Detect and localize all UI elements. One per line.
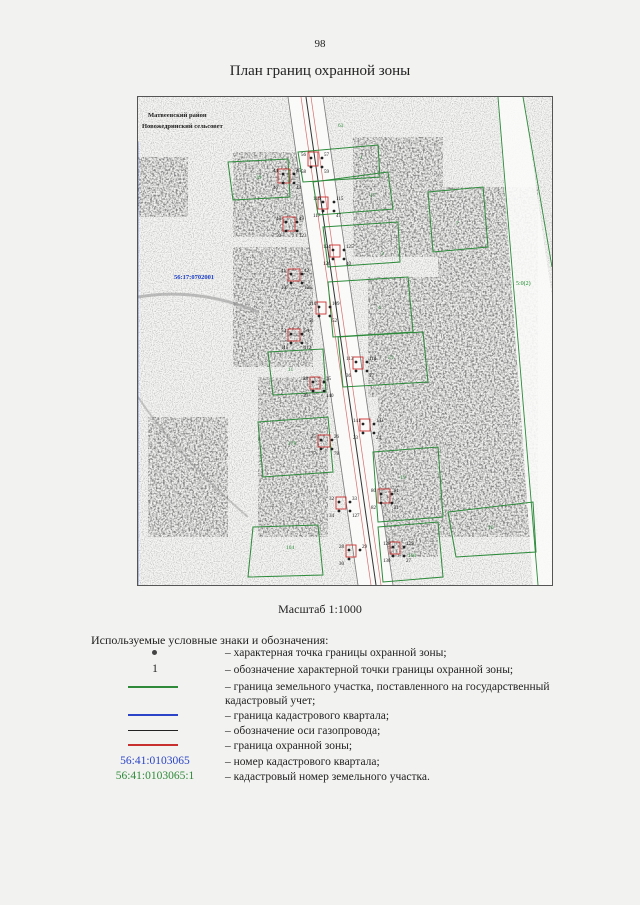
boundary-point	[343, 249, 346, 252]
point-label: 33	[352, 497, 357, 502]
legend-heading: Используемые условные знаки и обозначения:	[91, 633, 329, 647]
legend-item-text: – граница охранной зоны;	[225, 740, 353, 752]
boundary-point	[323, 381, 326, 384]
parcel-label: 39	[256, 175, 262, 181]
boundary-point	[296, 230, 299, 233]
boundary-point	[296, 221, 299, 224]
boundary-point	[392, 555, 395, 558]
map-image	[137, 96, 553, 586]
point-label: 23	[353, 436, 358, 441]
legend-symbol-number: 1	[152, 663, 158, 675]
boundary-point	[332, 258, 335, 261]
point-label: 77	[311, 452, 316, 457]
point-label: 38	[303, 377, 308, 382]
legend-item-text: – кадастровый номер земельного участка.	[225, 771, 430, 783]
parcel-label: 11	[288, 367, 294, 373]
legend-symbol-parcel-number: 56:41:0103065:1	[115, 770, 195, 782]
point-label: 48	[276, 217, 281, 222]
boundary-point	[290, 282, 293, 285]
boundary-point	[329, 315, 332, 318]
boundary-point	[322, 201, 325, 204]
point-label: 110	[309, 302, 317, 307]
point-label: 26	[334, 435, 339, 440]
parcel-label: 10	[488, 525, 494, 531]
point-label: 125	[346, 245, 354, 250]
point-label: 37	[369, 374, 374, 379]
parcel-label: 3	[381, 251, 384, 257]
point-label: 27	[406, 559, 411, 564]
boundary-point	[343, 258, 346, 261]
point-label: 31	[394, 506, 399, 511]
point-label: 56	[301, 153, 306, 158]
black-line-icon	[128, 730, 178, 731]
point-label: 129	[406, 542, 414, 547]
boundary-point	[282, 173, 285, 176]
boundary-point	[301, 273, 304, 276]
point-label: 127	[352, 514, 360, 519]
point-label: 44	[273, 169, 278, 174]
parcel-label: 1	[360, 155, 363, 161]
boundary-point	[362, 432, 365, 435]
legend-item-text: – номер кадастрового квартала;	[225, 756, 380, 768]
point-label: 115	[336, 197, 344, 202]
parcel-label: 179	[288, 441, 297, 447]
quarter-label-left: 56:17:0702001	[174, 274, 215, 281]
point-label: 81	[394, 489, 399, 494]
point-label: 54	[304, 329, 309, 334]
boundary-point	[333, 210, 336, 213]
legend-item-text: – граница кадастрового квартала;	[225, 710, 390, 722]
legend-item-text: – характерная точка границы охранной зоны;	[225, 647, 447, 659]
point-label: 46	[273, 186, 278, 191]
point-label: 108	[304, 286, 312, 291]
point-label: 117	[313, 214, 321, 219]
point-label: 29	[362, 545, 367, 550]
boundary-point	[366, 361, 369, 364]
point-label: 50	[276, 234, 281, 239]
page-title: План границ охранной зоны	[229, 63, 411, 79]
parcel-label: 17	[370, 193, 376, 199]
point-label: 123	[299, 234, 307, 239]
scale-label: Масштаб 1:1000	[278, 602, 362, 616]
legend-item-text: – обозначение характерной точки границы охранной зоны;	[225, 664, 514, 676]
boundary-point	[282, 182, 285, 185]
boundary-point	[318, 306, 321, 309]
point-label: 58	[301, 170, 306, 175]
point-label: 82	[371, 506, 376, 511]
boundary-point	[290, 273, 293, 276]
boundary-point	[333, 201, 336, 204]
boundary-point	[403, 546, 406, 549]
point-label: 113	[346, 357, 354, 362]
quarter-label-right: 5:0(2)	[516, 281, 531, 287]
boundary-point	[403, 555, 406, 558]
boundary-point	[322, 210, 325, 213]
point-label: 53	[281, 329, 286, 334]
parcel-label: 19	[400, 475, 406, 481]
page-number: 98	[314, 38, 326, 50]
parcel-label: 63	[338, 123, 344, 129]
boundary-point	[312, 381, 315, 384]
boundary-point	[285, 230, 288, 233]
parcel-label: 7	[456, 221, 459, 227]
boundary-point	[301, 333, 304, 336]
boundary-point	[312, 390, 315, 393]
point-label: 109	[332, 302, 340, 307]
point-label: 59	[324, 170, 329, 175]
boundary-point	[331, 448, 334, 451]
boundary-point	[338, 501, 341, 504]
point-label: 47	[336, 214, 341, 219]
boundary-point	[320, 439, 323, 442]
boundary-point	[348, 558, 351, 561]
point-label: 107	[281, 286, 289, 291]
boundary-point	[329, 306, 332, 309]
boundary-point	[355, 361, 358, 364]
red-line-icon	[128, 744, 178, 746]
boundary-point	[380, 502, 383, 505]
point-label: 140	[326, 394, 334, 399]
point-label: 126	[323, 262, 331, 267]
point-label: 78	[334, 452, 339, 457]
boundary-point	[318, 315, 321, 318]
legend-symbol-quarter-number: 56:41:0103065	[120, 755, 190, 767]
boundary-point	[349, 510, 352, 513]
parcel-label: 160	[408, 553, 417, 559]
boundary-point	[310, 166, 313, 169]
point-label: 41	[281, 269, 286, 274]
boundary-point	[290, 342, 293, 345]
point-label: 30	[339, 562, 344, 567]
point-label: 114	[369, 357, 377, 362]
boundary-point-icon	[152, 650, 157, 655]
point-label: 124	[323, 245, 331, 250]
point-label: 39	[303, 394, 308, 399]
boundary-point	[362, 423, 365, 426]
boundary-point	[366, 370, 369, 373]
boundary-point	[293, 173, 296, 176]
boundary-point	[359, 549, 362, 552]
point-label: 112	[304, 346, 312, 351]
boundary-point	[301, 342, 304, 345]
boundary-point	[310, 157, 313, 160]
point-label: 34	[329, 514, 334, 519]
point-label: 45	[296, 169, 301, 174]
point-label: 111	[281, 346, 289, 351]
boundary-point	[391, 502, 394, 505]
point-label: 43	[296, 186, 301, 191]
parcel-label: 4	[378, 305, 381, 311]
boundary-point	[349, 501, 352, 504]
boundary-point	[338, 510, 341, 513]
boundary-point	[373, 432, 376, 435]
boundary-point	[321, 157, 324, 160]
point-label: 24	[376, 436, 381, 441]
boundary-point	[293, 182, 296, 185]
boundary-point	[331, 439, 334, 442]
point-label: 42	[304, 269, 309, 274]
boundary-point	[380, 493, 383, 496]
council-label: Новожедринский сельсовет	[142, 123, 223, 130]
boundary-point	[391, 493, 394, 496]
boundary-point	[355, 370, 358, 373]
point-label: 35	[326, 377, 331, 382]
boundary-point	[285, 221, 288, 224]
point-label: 51	[309, 319, 314, 324]
parcel-label: 104	[286, 545, 295, 551]
green-line-icon	[128, 686, 178, 688]
point-label: 25	[311, 435, 316, 440]
point-label: 49	[299, 217, 304, 222]
boundary-point	[373, 423, 376, 426]
legend-item-text: – граница земельного участка, поставленного на государственный кадастровый учет;	[225, 681, 550, 707]
point-label: 40	[346, 262, 351, 267]
district-label: Матвеевский район	[148, 112, 207, 119]
blue-line-icon	[128, 714, 178, 716]
boundary-point	[332, 249, 335, 252]
point-label: 116	[313, 197, 321, 202]
boundary-point	[320, 448, 323, 451]
boundary-point	[321, 166, 324, 169]
point-label: 80	[371, 489, 376, 494]
point-label: 142	[376, 419, 384, 424]
boundary-point	[290, 333, 293, 336]
boundary-point	[301, 282, 304, 285]
point-label: 130	[383, 559, 391, 564]
point-label: 52	[332, 319, 337, 324]
point-label: 28	[339, 545, 344, 550]
point-label: 141	[353, 419, 361, 424]
boundary-point	[323, 390, 326, 393]
boundary-point	[392, 546, 395, 549]
legend-item-text: – обозначение оси газопровода;	[225, 725, 381, 737]
point-label: 32	[329, 497, 334, 502]
point-label: 36	[346, 374, 351, 379]
boundary-point	[348, 549, 351, 552]
point-label: 128	[383, 542, 391, 547]
parcel-label: 21	[388, 355, 394, 361]
point-label: 57	[324, 153, 329, 158]
